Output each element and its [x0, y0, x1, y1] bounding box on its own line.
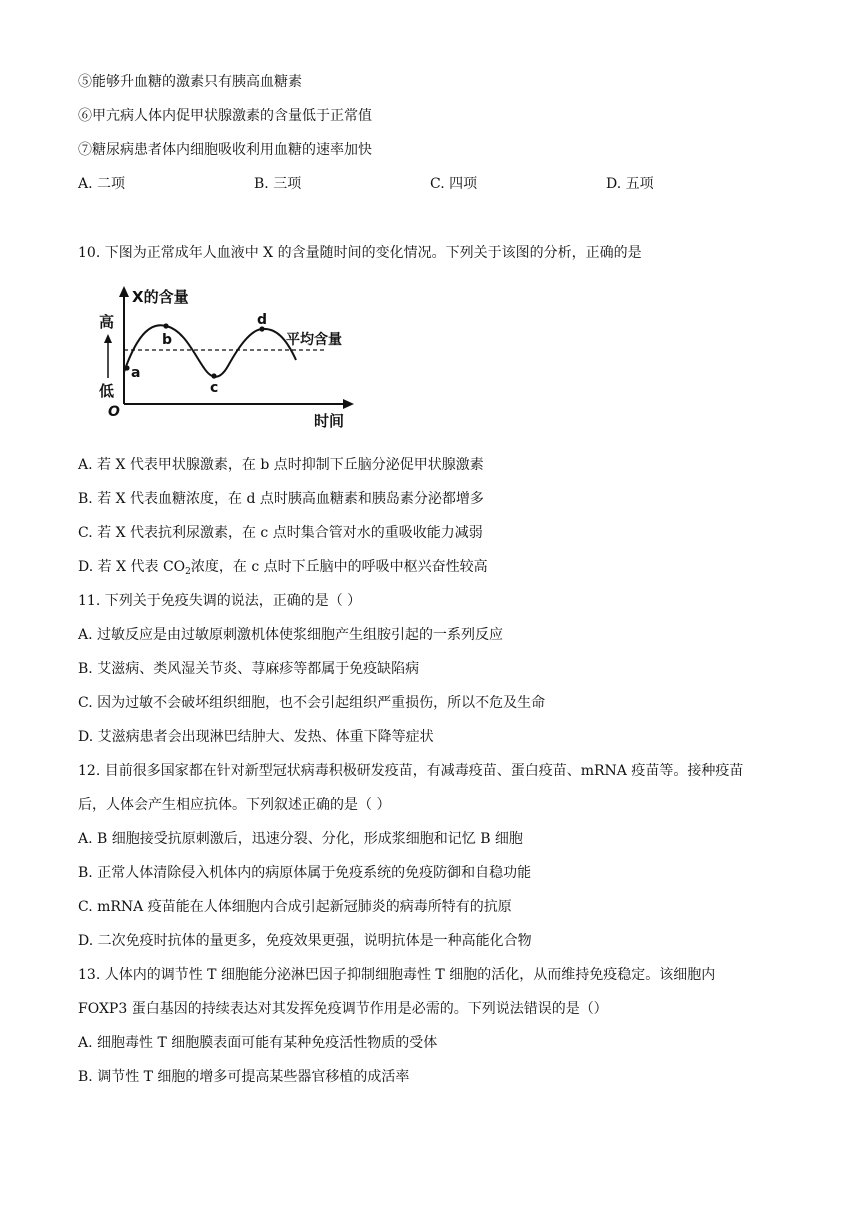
- q12-option-b: B. 正常人体清除侵入机体内的病原体属于免疫系统的免疫防御和自稳功能: [78, 865, 532, 881]
- q11-stem: 11. 下列关于免疫失调的说法，正确的是（ ）: [78, 593, 362, 609]
- q13-stem-line2: FOXP3 蛋白基因的持续表达对其发挥免疫调节作用是必需的。下列说法错误的是（）: [78, 1001, 608, 1017]
- q10-option-a: A. 若 X 代表甲状腺激素，在 b 点时抑制下丘脑分泌促甲状腺激素: [78, 457, 484, 473]
- low-label: 低: [99, 382, 115, 400]
- q11-option-d: D. 艾滋病患者会出现淋巴结肿大、发热、体重下降等症状: [78, 729, 434, 745]
- high-label: 高: [99, 313, 115, 331]
- q10-figure: [96, 282, 376, 432]
- q9-option-b: B. 三项: [254, 176, 302, 192]
- point-c: [211, 373, 216, 378]
- q10-option-c: C. 若 X 代表抗利尿激素，在 c 点时集合管对水的重吸收能力减弱: [78, 525, 483, 541]
- q13-option-a: A. 细胞毒性 T 细胞膜表面可能有某种免疫活性物质的受体: [78, 1035, 438, 1051]
- q11-option-c: C. 因为过敏不会破坏组织细胞，也不会引起组织严重损伤，所以不危及生命: [78, 695, 546, 711]
- point-b-label: b: [162, 332, 173, 348]
- statement-7: ⑦糖尿病患者体内细胞吸收利用血糖的速率加快: [78, 142, 372, 158]
- q9-option-d: D. 五项: [606, 176, 654, 192]
- q10-option-d: [78, 557, 488, 582]
- q10-stem: 10. 下图为正常成年人血液中 X 的含量随时间的变化情况。下列关于该图的分析，正确的是: [78, 245, 642, 261]
- q10-option-d-subscript: 2: [185, 567, 191, 577]
- q11-option-b: B. 艾滋病、类风湿关节炎、荨麻疹等都属于免疫缺陷病: [78, 661, 420, 677]
- statement-6: ⑥甲亢病人体内促甲状腺激素的含量低于正常值: [78, 108, 372, 124]
- q9-option-c: C. 四项: [430, 176, 478, 192]
- y-axis-label: X的含量: [132, 288, 189, 306]
- high-low-arrowhead: [104, 334, 112, 343]
- q10-option-d-suffix: 浓度，在 c 点时下丘脑中的呼吸中枢兴奋性较高: [190, 559, 488, 575]
- point-c-label: c: [210, 380, 219, 396]
- q10-option-b: B. 若 X 代表血糖浓度，在 d 点时胰高血糖素和胰岛素分泌都增多: [78, 491, 484, 507]
- q12-stem-line2: 后，人体会产生相应抗体。下列叙述正确的是（ ）: [78, 797, 391, 813]
- q11-option-a: A. 过敏反应是由过敏原刺激机体使浆细胞产生组胺引起的一系列反应: [78, 627, 504, 643]
- point-d-label: d: [257, 312, 268, 328]
- average-label: 平均含量: [286, 332, 342, 348]
- q12-option-a: A. B 细胞接受抗原刺激后，迅速分裂、分化，形成浆细胞和记忆 B 细胞: [78, 831, 523, 847]
- statement-5: ⑤能够升血糖的激素只有胰高血糖素: [78, 74, 302, 90]
- q9-option-a: A. 二项: [78, 176, 126, 192]
- point-a-label: a: [131, 365, 141, 381]
- q12-option-c: C. mRNA 疫苗能在人体细胞内合成引起新冠肺炎的病毒所特有的抗原: [78, 899, 512, 915]
- q12-option-d: D. 二次免疫时抗体的量更多，免疫效果更强，说明抗体是一种高能化合物: [78, 933, 532, 949]
- origin-label: O: [108, 404, 120, 420]
- x-axis-label: 时间: [314, 412, 345, 430]
- q13-option-b: B. 调节性 T 细胞的增多可提高某些器官移植的成活率: [78, 1069, 410, 1085]
- content-curve: [124, 325, 296, 377]
- x-axis-arrowhead: [343, 399, 354, 409]
- point-b: [163, 323, 168, 328]
- q13-stem-line1: 13. 人体内的调节性 T 细胞能分泌淋巴因子抑制细胞毒性 T 细胞的活化，从而维持免疫稳定。该细胞内: [78, 967, 716, 983]
- point-a: [124, 365, 129, 370]
- q12-stem-line1: 12. 目前很多国家都在针对新型冠状病毒积极研发疫苗，有减毒疫苗、蛋白疫苗、mRNA 疫苗等。接种疫苗: [78, 763, 744, 779]
- q10-option-d-prefix: D. 若 X 代表 CO: [78, 559, 186, 575]
- y-axis-arrowhead: [119, 286, 129, 297]
